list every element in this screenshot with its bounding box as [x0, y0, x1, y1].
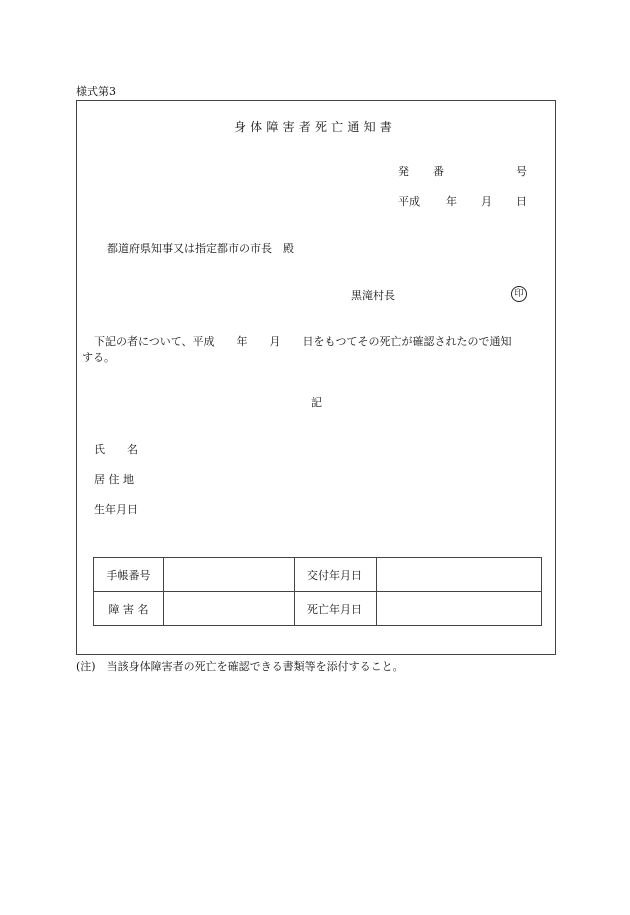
disability-name-value[interactable]	[164, 592, 295, 626]
body-text-line2: する。	[82, 351, 115, 364]
death-date-label: 死亡年月日	[295, 592, 377, 626]
issue-number-label-3: 号	[516, 165, 527, 178]
note-heading: 記	[311, 396, 322, 409]
footnote: (注) 当該身体障害者の死亡を確認できる書類等を添付すること。	[76, 660, 404, 673]
date-year: 年	[446, 195, 457, 208]
details-table	[93, 557, 542, 626]
field-name-label: 氏 名	[94, 443, 138, 456]
field-birthdate-label: 生年月日	[94, 503, 138, 516]
issue-date-value[interactable]	[377, 558, 542, 592]
handbook-number-label: 手帳番号	[94, 558, 164, 592]
date-day: 日	[516, 195, 527, 208]
addressee: 都道府県知事又は指定都市の市長 殿	[107, 242, 294, 255]
table-row	[94, 558, 542, 592]
death-date-value[interactable]	[377, 592, 542, 626]
seal-char: 印	[511, 286, 527, 302]
document-title: 身体障害者死亡通知書	[233, 120, 396, 134]
body-text-line1: 下記の者について、平成 年 月 日をもつてその死亡が確認されたので通知	[94, 335, 512, 348]
disability-name-label: 障 害 名	[94, 592, 164, 626]
date-month: 月	[481, 195, 492, 208]
table-row	[94, 592, 542, 626]
sender: 黒滝村長	[351, 289, 395, 302]
issue-number-label-1: 発	[398, 165, 409, 178]
seal-icon	[511, 286, 527, 302]
date-era: 平成	[398, 195, 420, 208]
form-number: 様式第3	[76, 85, 116, 98]
handbook-number-value[interactable]	[164, 558, 295, 592]
issue-number-label-2: 番	[433, 165, 444, 178]
issue-date-label: 交付年月日	[295, 558, 377, 592]
field-residence-label: 居 住 地	[94, 473, 134, 486]
